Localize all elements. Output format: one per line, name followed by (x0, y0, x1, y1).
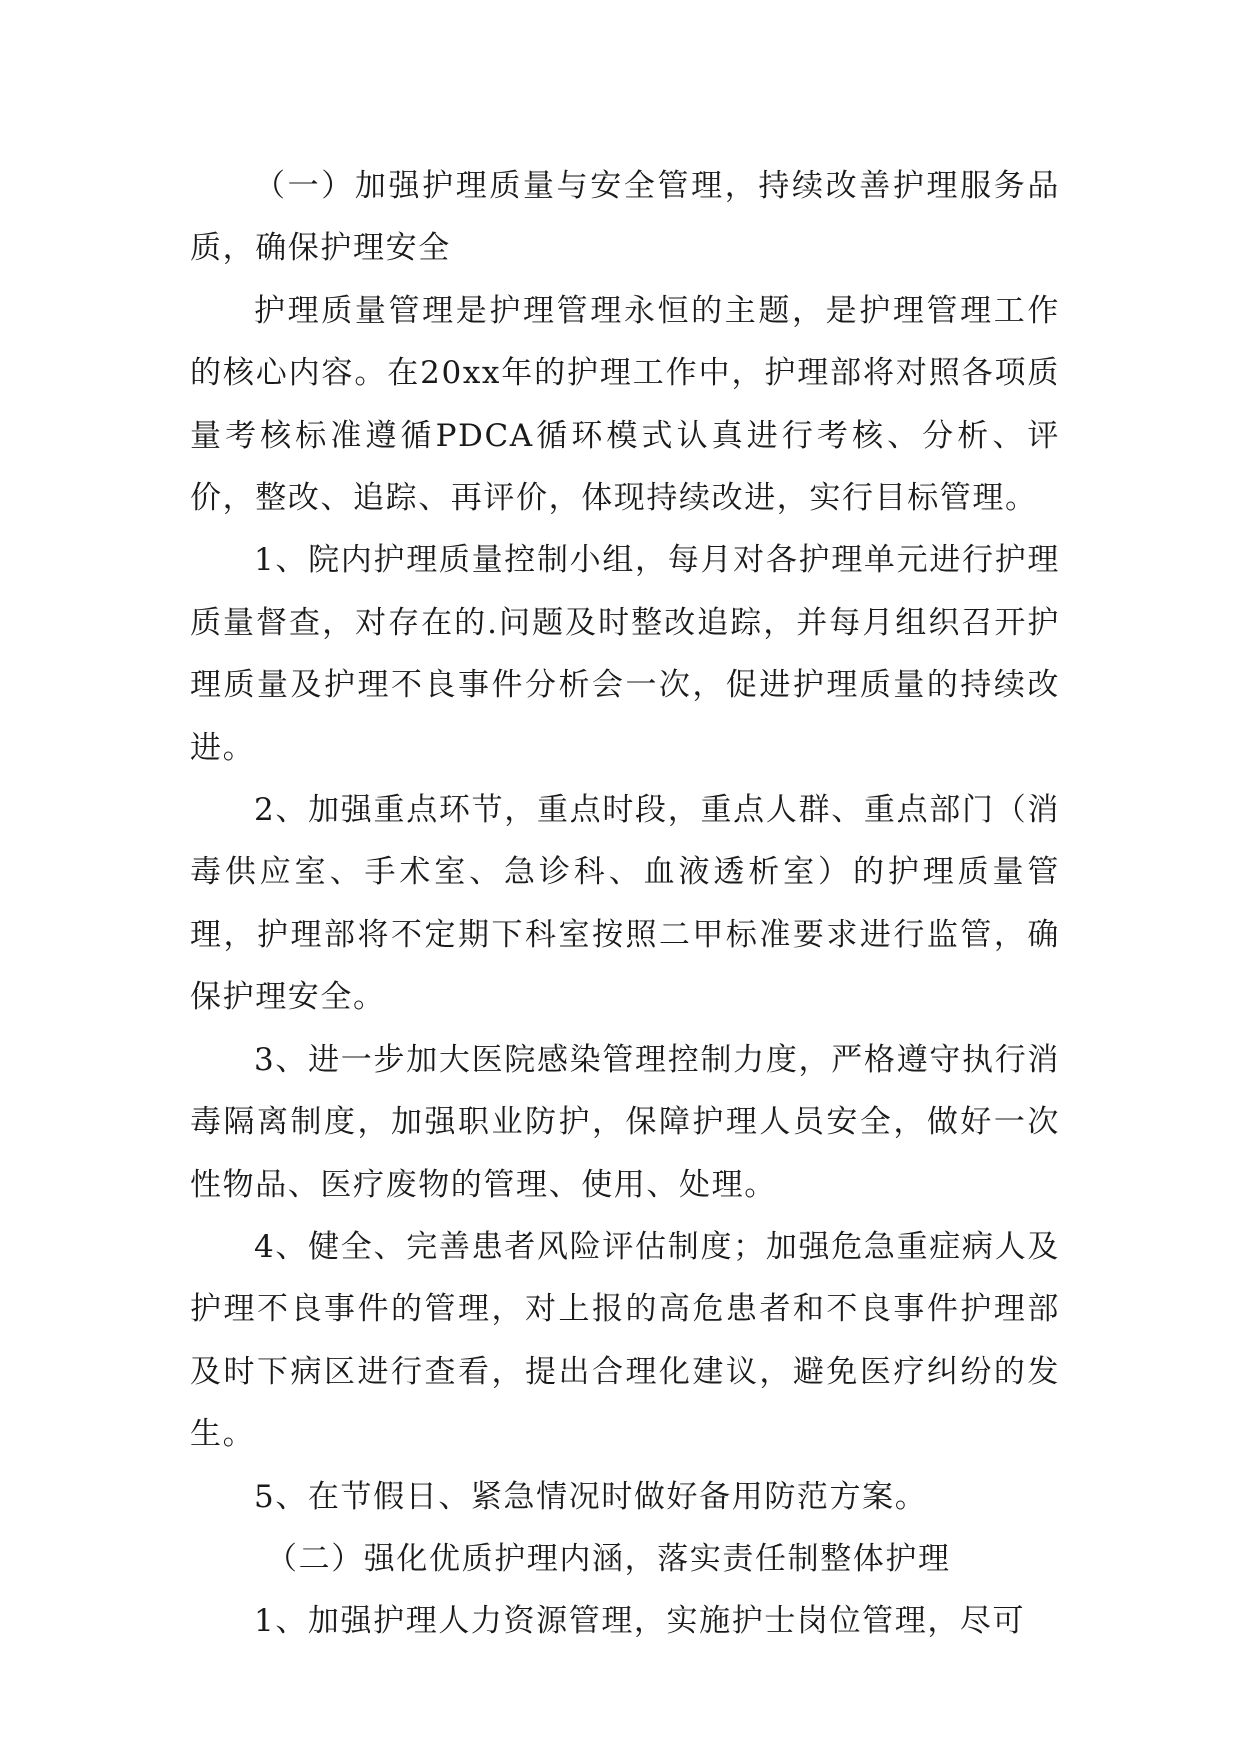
section-heading-1: （一）加强护理质量与安全管理，持续改善护理服务品质，确保护理安全 (190, 168, 1060, 267)
list-item-2: 2、加强重点环节，重点时段，重点人群、重点部门（消毒供应室、手术室、急诊科、血液透析室）的护理质量管理，护理部将不定期下科室按照二甲标准要求进行监管，确保护理安全。 (190, 792, 1060, 1016)
paragraph-intro: 护理质量管理是护理管理永恒的主题，是护理管理工作的核心内容。在20xx年的护理工作中，护理部将对照各项质量考核标准遵循PDCA循环模式认真进行考核、分析、评价，整改、追踪、再评价，体现持续改进，实行目标管理。 (190, 292, 1060, 517)
document-page (190, 155, 1060, 1653)
list-item-1: 1、院内护理质量控制小组，每月对各护理单元进行护理质量督查，对存在的.问题及时整改追踪，并每月组织召开护理质量及护理不良事件分析会一次，促进护理质量的持续改进。 (190, 542, 1060, 766)
list-item-3: 3、进一步加大医院感染管理控制力度，严格遵守执行消毒隔离制度，加强职业防护，保障护理人员安全，做好一次性物品、医疗废物的管理、使用、处理。 (190, 1041, 1060, 1203)
section-heading-2: （二）强化优质护理内涵，落实责任制整体护理 (266, 1540, 951, 1577)
list-item-4: 4、健全、完善患者风险评估制度；加强危急重症病人及护理不良事件的管理，对上报的高危患者和不良事件护理部及时下病区进行查看，提出合理化建议，避免医疗纠纷的发生。 (190, 1228, 1060, 1453)
list-item-6: 1、加强护理人力资源管理，实施护士岗位管理，尽可 (254, 1603, 1026, 1640)
list-item-5: 5、在节假日、紧急情况时做好备用防范方案。 (254, 1478, 928, 1515)
